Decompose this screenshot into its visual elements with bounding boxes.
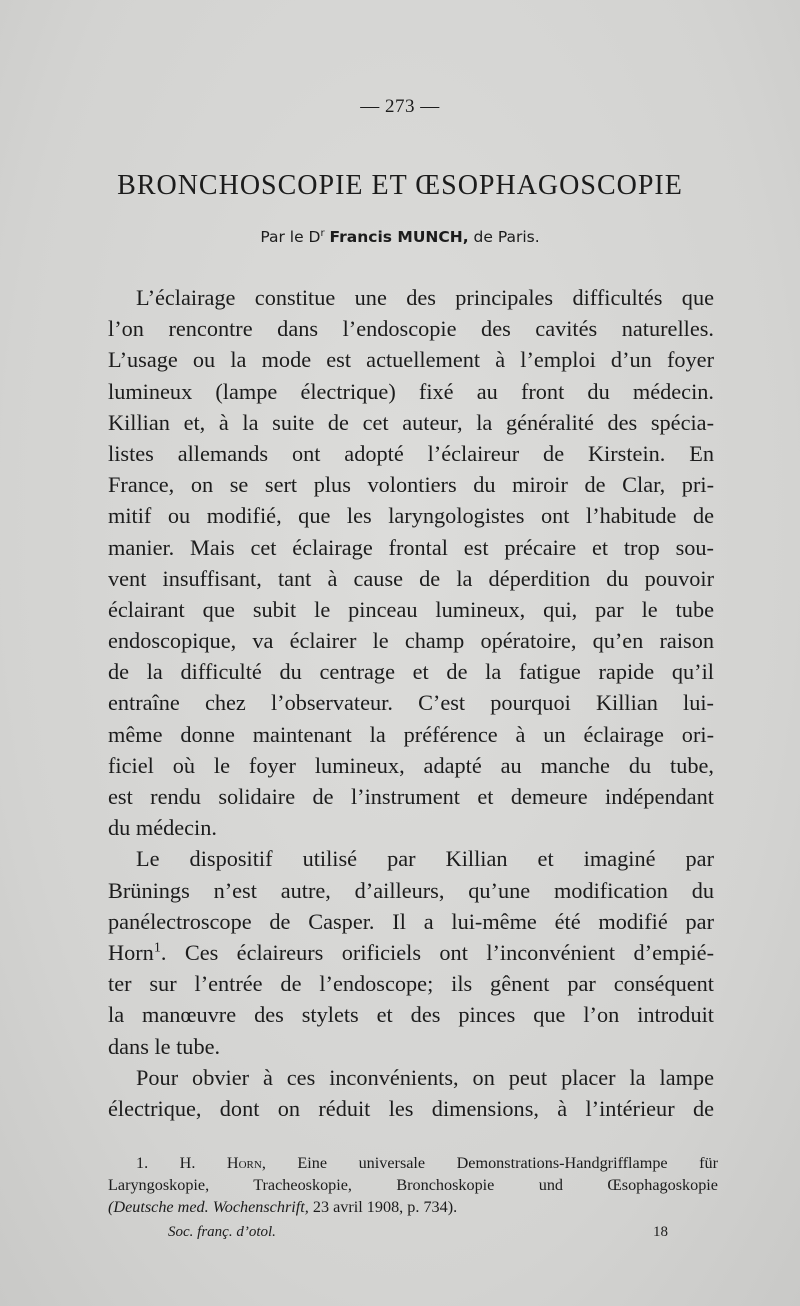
paragraph-1: [108, 282, 714, 843]
page-number: — 273 —: [360, 96, 440, 117]
text-line: du médecin.: [108, 815, 217, 841]
text-line: est rendu solidaire de l’instrument et demeure indépendant: [108, 784, 714, 809]
text-line: Killian et, à la suite de cet auteur, la généralité des spécia-: [108, 409, 714, 435]
text-line-with-footnote: Horn$^1$. Ces éclaireurs orificiels ont l’inconvénient d’empié-: [108, 939, 714, 965]
text-line: panélectroscope de Casper. Il a lui-même été modifié par: [108, 908, 714, 934]
text-line: manier. Mais cet éclairage frontal est précaire et trop sou-: [108, 534, 714, 560]
text-line: mitif ou modifié, que les laryngologistes ont l’habitude de: [108, 503, 714, 529]
article-title: BRONCHOSCOPIE ET ŒSOPHAGOSCOPIE: [117, 170, 683, 201]
footnote-line: 1. H. Horn, Eine universale Demonstrations-Handgrifflampe für: [136, 1154, 718, 1172]
text-line: la manœuvre des stylets et des pinces que l’on introduit: [108, 1002, 714, 1028]
footnote-journal: (Deutsche med. Wochenschrift,: [108, 1198, 309, 1216]
text-line: L’éclairage constitue une des principales difficultés que: [136, 285, 714, 310]
article-body: [108, 282, 714, 1124]
text-line: vent insuffisant, tant à cause de la déperdition du pouvoir: [108, 565, 714, 591]
footnote-line: Laryngoskopie, Tracheoskopie, Bronchoskopie und Œsophagoskopie: [108, 1176, 718, 1194]
text-line: de la difficulté du centrage et de la fatigue rapide qu’il: [108, 659, 714, 685]
footnote-line: (Deutsche med. Wochenschrift, 23 avril 1908, p. 734).: [108, 1198, 458, 1216]
text-line: même donne maintenant la préférence à un éclairage ori-: [108, 721, 714, 747]
byline: [0, 228, 800, 246]
footnote-ref[interactable]: 1: [153, 940, 161, 956]
text-line: Brünings n’est autre, d’ailleurs, qu’une modification du: [108, 877, 714, 903]
signature-number: 18: [653, 1224, 668, 1240]
text-line: ficiel où le foyer lumineux, adapté au manche du tube,: [108, 752, 714, 778]
text-line: listes allemands ont adopté l’éclaireur de Kirstein. En: [108, 440, 714, 466]
text-line: dans le tube.: [108, 1033, 221, 1059]
footnote-author: Horn,: [226, 1154, 266, 1172]
text-line: ter sur l’entrée de l’endoscope; ils gênent par conséquent: [108, 971, 714, 997]
paragraph-2: [108, 843, 714, 1061]
footnotes: [108, 1152, 718, 1218]
byline-suffix: de Paris.: [473, 228, 540, 247]
signature-label: Soc. franç. d’otol.: [168, 1224, 276, 1240]
signature-line: [168, 1224, 668, 1241]
text-line: électrique, dont on réduit les dimensions, à l’intérieur de: [108, 1095, 714, 1121]
text-line: L’usage ou la mode est actuellement à l’emploi d’un foyer: [108, 347, 714, 373]
text-line: Pour obvier à ces inconvénients, on peut placer la lampe: [136, 1064, 714, 1090]
paragraph-3: [108, 1062, 714, 1124]
text-line: éclairant que subit le pinceau lumineux, qui, par le tube: [108, 596, 714, 622]
text-line: entraîne chez l’observateur. C’est pourquoi Killian lui-: [108, 690, 714, 716]
byline-author: Francis MUNCH,: [329, 228, 469, 247]
byline-prefix: Par le $D^r$: [260, 228, 325, 247]
text-line: France, on se sert plus volontiers du miroir de Clar, pri-: [108, 472, 714, 498]
text-line: lumineux (lampe électrique) fixé au front du médecin.: [108, 378, 714, 404]
text-line: l’on rencontre dans l’endoscopie des cavités naturelles.: [108, 316, 714, 342]
text-line: Le dispositif utilisé par Killian et imaginé par: [136, 846, 714, 872]
text-line: endoscopique, va éclairer le champ opératoire, qu’en raison: [108, 628, 714, 654]
